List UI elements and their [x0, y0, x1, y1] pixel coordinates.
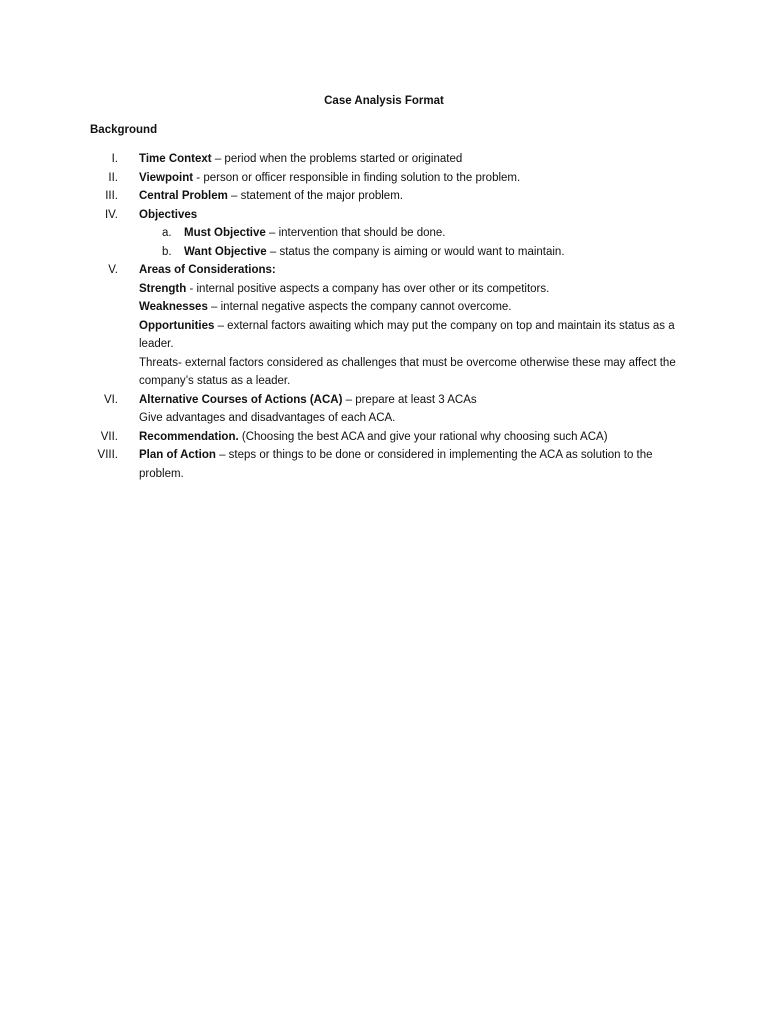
item-text — [139, 150, 687, 169]
weaknesses-term: Weaknesses — [139, 301, 208, 313]
item-number: II. — [108, 171, 118, 184]
weaknesses-description: – internal negative aspects the company cannot overcome. — [207, 301, 512, 313]
sub-item-term: Want Objective — [184, 245, 267, 258]
item-text — [139, 169, 687, 188]
sub-item-description: – intervention that should be done. — [265, 227, 446, 239]
item-number: VI. — [103, 393, 118, 406]
strength-term: Strength — [139, 282, 187, 295]
item-description: – period when the problems started or originated — [211, 153, 463, 165]
strength-line — [139, 280, 687, 299]
item-number: VIII. — [97, 449, 118, 461]
sub-item-letter: a. — [162, 227, 172, 239]
sub-item-text — [184, 243, 684, 262]
threats-line: Threats- external factors considered as challenges that must be overcome otherwise these may affect the company’s status as a leader. — [139, 356, 676, 387]
item-number: IV. — [104, 208, 118, 221]
item-number: I. — [111, 153, 118, 165]
page-title: Case Analysis Format — [324, 95, 444, 107]
item-description: – prepare at least 3 ACAs — [342, 393, 477, 406]
item-description: – statement of the major problem. — [227, 190, 403, 202]
weaknesses-line — [139, 298, 687, 317]
strength-description: - internal positive aspects a company has over other or its competitors. — [186, 282, 550, 295]
item-text — [139, 391, 687, 428]
opportunities-line — [139, 317, 687, 354]
item-description: – steps or things to be done or considered in implementing the ACA as solution to the problem. — [139, 449, 653, 480]
list-item — [0, 391, 768, 428]
sub-list-item — [0, 224, 768, 243]
list-item — [0, 261, 768, 391]
item-number: III. — [105, 190, 118, 202]
item-text — [139, 187, 687, 206]
sub-item-term: Must Objective — [184, 227, 266, 239]
opportunities-description: – external factors awaiting which may put the company on top and maintain its status as a leader. — [139, 319, 675, 350]
item-term: Central Problem — [139, 190, 228, 202]
list-item — [0, 187, 768, 206]
item-term: Objectives — [139, 208, 198, 221]
list-item — [0, 446, 768, 483]
item-description: - person or officer responsible in finding solution to the problem. — [193, 171, 521, 184]
item-term: Plan of Action — [139, 449, 216, 461]
item-term: Alternative Courses of Actions (ACA) — [139, 393, 343, 406]
item-text — [139, 446, 687, 483]
list-item — [0, 169, 768, 188]
item-text — [139, 206, 687, 225]
sub-list-item — [0, 243, 768, 262]
item-text — [139, 428, 687, 447]
item-term: Recommendation. — [139, 430, 239, 443]
item-term: Viewpoint — [139, 171, 194, 184]
sub-item-letter: b. — [162, 245, 172, 258]
sub-item-text — [184, 224, 684, 243]
list-item — [0, 150, 768, 169]
outline-list — [0, 150, 768, 483]
section-heading: Background — [90, 124, 158, 136]
item-number: V. — [108, 264, 118, 276]
sub-item-description: – status the company is aiming or would want to maintain. — [266, 245, 565, 258]
item-first-line — [139, 391, 687, 410]
item-term: Areas of Considerations: — [139, 264, 276, 276]
item-term: Time Context — [139, 153, 212, 165]
list-item — [0, 428, 768, 447]
item-text — [139, 261, 687, 391]
item-second-line: Give advantages and disadvantages of each ACA. — [139, 412, 396, 424]
list-item — [0, 206, 768, 225]
item-number: VII. — [100, 430, 118, 443]
item-description: (Choosing the best ACA and give your rational why choosing such ACA) — [238, 430, 608, 443]
opportunities-term: Opportunities — [139, 319, 215, 332]
